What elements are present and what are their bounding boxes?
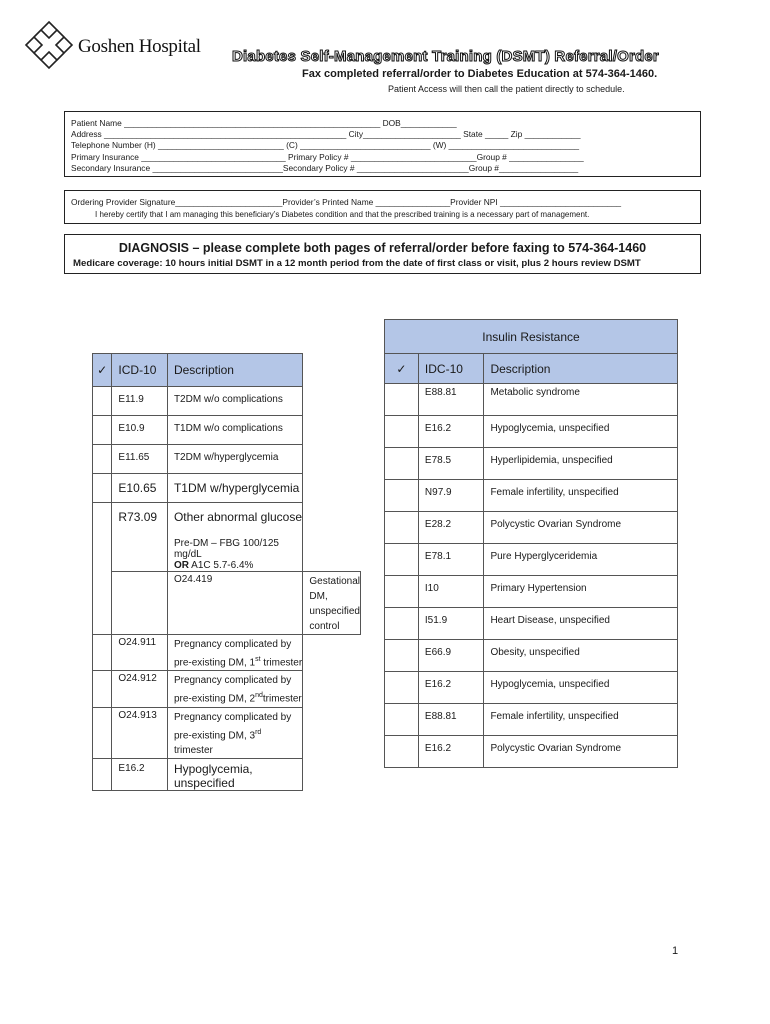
insulin-resistance-table <box>384 319 678 768</box>
row-code: O24.913 <box>112 707 168 758</box>
page-title: Diabetes Self-Management Training (DSMT) Referral/Order <box>232 48 659 65</box>
row-description: Obesity, unspecified <box>484 640 678 672</box>
desc-tail: trimester <box>260 657 303 669</box>
row-code: E66.9 <box>418 640 484 672</box>
check-header-icon: ✓ <box>93 354 112 387</box>
row-checkbox[interactable] <box>385 544 419 576</box>
row-description <box>167 707 302 758</box>
ordinal-num: 2 <box>249 693 256 705</box>
row-checkbox[interactable] <box>93 474 112 503</box>
row-checkbox[interactable] <box>385 576 419 608</box>
prediabetes-a1c: A1C 5.7-6.4% <box>188 560 254 571</box>
row-code: E88.81 <box>418 704 484 736</box>
prediabetes-fbg: Pre-DM – FBG 100/125 mg/dL <box>173 538 279 560</box>
row-checkbox[interactable] <box>385 448 419 480</box>
row-checkbox[interactable] <box>93 416 112 445</box>
diagnosis-heading: DIAGNOSIS – please complete both pages of referral/order before faxing to 574-364-1460 <box>118 241 647 255</box>
primary-insurance-line[interactable]: Primary Insurance _______________________________ Primary Policy # ___________________________Group # ________________ <box>71 152 584 162</box>
row-checkbox[interactable] <box>385 608 419 640</box>
provider-signature-line[interactable]: Ordering Provider Signature_______________________Provider’s Printed Name ________________Provider NPI __________________________ <box>71 197 622 207</box>
table-row <box>385 416 678 448</box>
row-code: E10.9 <box>112 416 168 445</box>
medicare-coverage: Medicare coverage: 10 hours initial DSMT in a 12 month period from the date of first class or visit, plus 2 hours review DSMT <box>73 258 641 269</box>
table-row <box>385 576 678 608</box>
row-description: Hypoglycemia, unspecified <box>167 758 302 790</box>
prediabetes-criteria <box>174 538 302 571</box>
row-checkbox[interactable] <box>385 512 419 544</box>
row-description: Hyperlipidemia, unspecified <box>484 448 678 480</box>
row-description: Other abnormal glucose <box>173 510 303 524</box>
row-description-group <box>167 503 302 572</box>
row-description: Female infertility, unspecified <box>484 480 678 512</box>
row-checkbox[interactable] <box>93 503 112 635</box>
table-row <box>385 544 678 576</box>
ordinal-suffix: st <box>255 656 261 663</box>
patient-info-box <box>64 111 701 177</box>
row-description: Gestational DM, unspecified control <box>303 572 361 635</box>
row-code: E16.2 <box>418 672 484 704</box>
row-description: Female infertility, unspecified <box>484 704 678 736</box>
ordinal-suffix: rd <box>255 728 262 736</box>
table-row <box>93 635 361 671</box>
code-header: IDC-10 <box>418 354 484 384</box>
table-row <box>93 416 361 445</box>
row-description: Metabolic syndrome <box>484 384 678 416</box>
row-code: E88.81 <box>418 384 484 416</box>
table-row <box>93 671 361 707</box>
row-description: Heart Disease, unspecified <box>484 608 678 640</box>
row-code: I10 <box>418 576 484 608</box>
insulin-resistance-title: Insulin Resistance <box>385 320 678 354</box>
row-code: N97.9 <box>418 480 484 512</box>
table-row <box>385 736 678 768</box>
table-row <box>385 448 678 480</box>
table-row <box>385 512 678 544</box>
code-header: ICD-10 <box>112 354 168 387</box>
table-row <box>385 480 678 512</box>
table-row <box>93 758 361 790</box>
row-code: O24.911 <box>112 635 168 671</box>
row-code: O24.419 <box>167 572 302 635</box>
row-checkbox[interactable] <box>385 416 419 448</box>
secondary-insurance-line[interactable]: Secondary Insurance ____________________________Secondary Policy # ________________________Group #_________________ <box>71 163 579 173</box>
row-checkbox[interactable] <box>93 387 112 416</box>
table-header-row <box>385 354 678 384</box>
hospital-logo-icon <box>24 20 74 70</box>
provider-box <box>64 190 701 224</box>
section-title-row <box>385 320 678 354</box>
table-row <box>93 503 361 572</box>
row-description: Hypoglycemia, unspecified <box>484 672 678 704</box>
row-description: T2DM w/hyperglycemia <box>167 445 302 474</box>
hospital-name: Goshen Hospital <box>78 36 201 57</box>
description-header: Description <box>484 354 678 384</box>
row-code: R73.09 <box>112 503 168 572</box>
desc-tail: trimester <box>262 693 302 705</box>
desc-tail: trimester <box>173 744 213 756</box>
row-checkbox[interactable] <box>385 704 419 736</box>
row-code: E10.65 <box>112 474 168 503</box>
table-row <box>93 474 361 503</box>
row-checkbox[interactable] <box>385 672 419 704</box>
ordinal-num: 3 <box>249 729 256 741</box>
table-row <box>93 707 361 758</box>
row-description <box>167 671 302 707</box>
row-description: Pure Hyperglyceridemia <box>484 544 678 576</box>
row-code: E78.1 <box>418 544 484 576</box>
row-code: O24.912 <box>112 671 168 707</box>
row-description: T1DM w/hyperglycemia <box>167 474 302 503</box>
row-description <box>167 635 302 671</box>
row-checkbox[interactable] <box>385 736 419 768</box>
desc-part: Pregnancy complicated by pre-existing DM, <box>173 639 292 669</box>
row-code: I51.9 <box>418 608 484 640</box>
fax-instruction: Fax completed referral/order to Diabetes Education at 574-364-1460. <box>302 68 658 80</box>
table-row <box>385 704 678 736</box>
row-description: T1DM w/o complications <box>167 416 302 445</box>
desc-part: Pregnancy complicated by pre-existing DM, <box>173 711 292 741</box>
access-instruction: Patient Access will then call the patient directly to schedule. <box>388 84 625 94</box>
row-checkbox[interactable] <box>385 384 419 416</box>
row-checkbox[interactable] <box>93 758 112 790</box>
certification-statement: I hereby certify that I am managing this beneficiary’s Diabetes condition and that the prescribed training is a necessary part of management. <box>95 210 590 219</box>
row-checkbox[interactable] <box>93 707 112 758</box>
row-description: Hypoglycemia, unspecified <box>484 416 678 448</box>
address-line[interactable]: Address ____________________________________________________ City_____________________ State _____ Zip ____________ <box>71 129 581 139</box>
ordinal-num: 1 <box>249 657 256 669</box>
row-checkbox[interactable] <box>385 480 419 512</box>
row-checkbox[interactable] <box>93 445 112 474</box>
table-row <box>93 445 361 474</box>
table-row <box>385 608 678 640</box>
row-description: Primary Hypertension <box>484 576 678 608</box>
icd10-diabetes-table <box>92 353 361 791</box>
row-code: E11.9 <box>112 387 168 416</box>
description-header: Description <box>167 354 302 387</box>
row-code: E16.2 <box>418 736 484 768</box>
row-checkbox[interactable] <box>385 640 419 672</box>
row-description: T2DM w/o complications <box>167 387 302 416</box>
table-row <box>385 384 678 416</box>
or-label: OR <box>173 560 189 571</box>
row-description: Polycystic Ovarian Syndrome <box>484 736 678 768</box>
table-row <box>93 387 361 416</box>
telephone-line[interactable]: Telephone Number (H) ___________________________ (C) ____________________________ (W) ____________________________ <box>71 140 580 150</box>
ordinal-suffix: nd <box>255 692 263 700</box>
table-row <box>385 672 678 704</box>
page-number: 1 <box>672 945 679 957</box>
row-code: E16.2 <box>112 758 168 790</box>
row-code: E11.65 <box>112 445 168 474</box>
table-row <box>385 640 678 672</box>
row-description: Polycystic Ovarian Syndrome <box>484 512 678 544</box>
check-header-icon: ✓ <box>385 354 419 384</box>
diagnosis-box <box>64 234 701 274</box>
table-header-row <box>93 354 361 387</box>
row-code: E16.2 <box>418 416 484 448</box>
desc-part: Pregnancy complicated by pre-existing DM, <box>173 675 292 705</box>
row-checkbox[interactable] <box>93 671 112 707</box>
patient-name-line[interactable]: Patient Name _______________________________________________________ DOB____________ <box>71 118 457 128</box>
row-checkbox[interactable] <box>112 572 168 635</box>
row-checkbox[interactable] <box>93 635 112 671</box>
row-code: E78.5 <box>418 448 484 480</box>
table-row <box>93 572 361 635</box>
row-code: E28.2 <box>418 512 484 544</box>
